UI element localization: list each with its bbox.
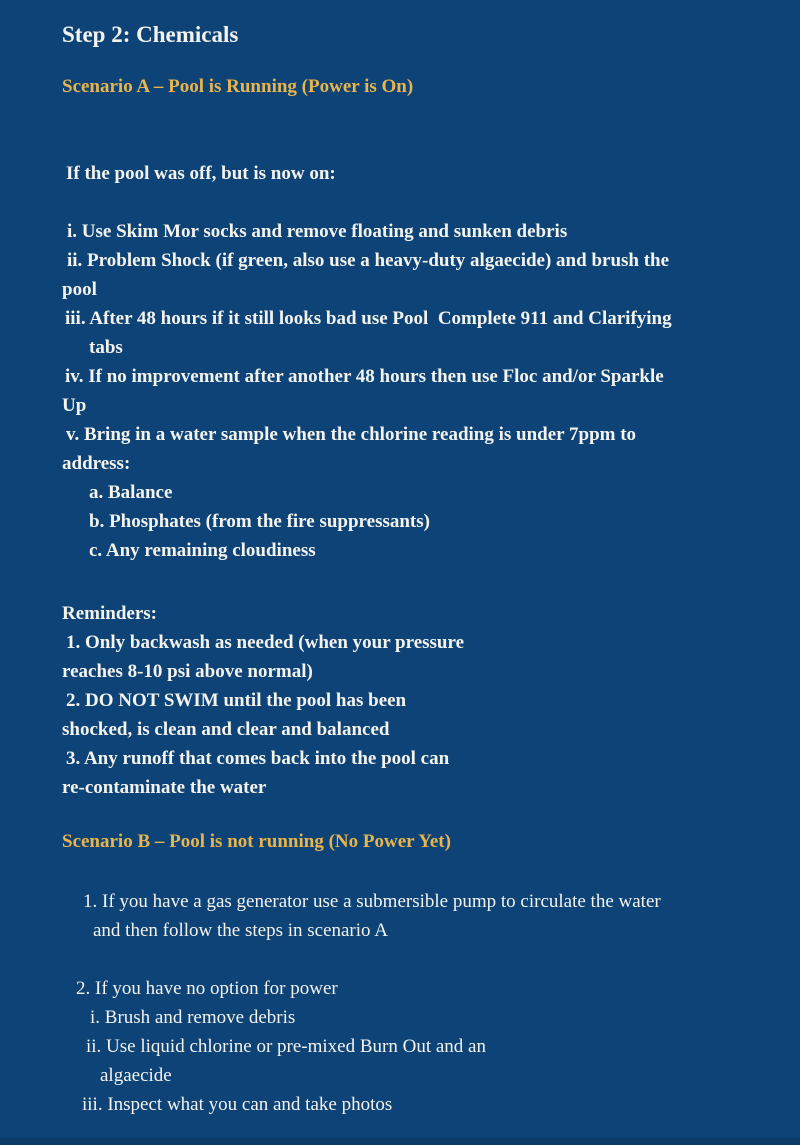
scenario-a-step-line: iii. After 48 hours if it still looks bad use Pool Complete 911 and Clarifying bbox=[65, 308, 672, 329]
scenario-b-item-2 bbox=[62, 974, 760, 1119]
scenario-b-item-line: i. Brush and remove debris bbox=[90, 1007, 296, 1028]
scenario-a-step-line: tabs bbox=[89, 337, 123, 358]
scenario-a-step-line: a. Balance bbox=[89, 482, 173, 503]
scenario-b-item-1 bbox=[62, 887, 760, 945]
reminder-line: reaches 8-10 psi above normal) bbox=[62, 661, 313, 682]
scenario-b-item-line: iii. Inspect what you can and take photos bbox=[82, 1094, 393, 1115]
scenario-a-step-line: c. Any remaining cloudiness bbox=[89, 540, 316, 561]
scenario-a-steps bbox=[62, 217, 760, 565]
reminder-line: 2. DO NOT SWIM until the pool has been bbox=[66, 690, 407, 711]
reminder-line: re-contaminate the water bbox=[62, 777, 267, 798]
bottom-strip bbox=[0, 1138, 800, 1145]
scenario-a-step-line: b. Phosphates (from the fire suppressants) bbox=[89, 511, 430, 532]
scenario-a-step-line: ii. Problem Shock (if green, also use a heavy-duty algaecide) and brush the bbox=[67, 250, 670, 271]
scenario-b-item-line: ii. Use liquid chlorine or pre-mixed Burn Out and an bbox=[86, 1036, 486, 1057]
scenario-a-intro: If the pool was off, but is now on: bbox=[66, 163, 336, 184]
reminder-line: shocked, is clean and clear and balanced bbox=[62, 719, 390, 740]
scenario-b-item-line: 2. If you have no option for power bbox=[76, 978, 338, 999]
scenario-a-step-line: iv. If no improvement after another 48 hours then use Floc and/or Sparkle bbox=[65, 366, 664, 387]
scenario-a-heading: Scenario A – Pool is Running (Power is On) bbox=[62, 76, 414, 97]
reminders-label: Reminders: bbox=[62, 603, 157, 624]
reminder-line: 3. Any runoff that comes back into the pool can bbox=[66, 748, 450, 769]
scenario-a-step-line: v. Bring in a water sample when the chlorine reading is under 7ppm to bbox=[66, 424, 637, 445]
scenario-a-step-line: address: bbox=[62, 453, 131, 474]
page-title: Step 2: Chemicals bbox=[62, 22, 239, 47]
scenario-b-item-line: algaecide bbox=[100, 1065, 172, 1086]
reminder-line: 1. Only backwash as needed (when your pressure bbox=[66, 632, 465, 653]
scenario-b-heading: Scenario B – Pool is not running (No Power Yet) bbox=[62, 831, 451, 852]
scenario-b-item-line: and then follow the steps in scenario A bbox=[93, 920, 388, 941]
scenario-a-step-line: i. Use Skim Mor socks and remove floating and sunken debris bbox=[67, 221, 568, 242]
scenario-b-item-line: 1. If you have a gas generator use a submersible pump to circulate the water bbox=[83, 891, 661, 912]
reminders-list bbox=[62, 628, 760, 802]
scenario-a-step-line: Up bbox=[62, 395, 87, 416]
scenario-a-step-line: pool bbox=[62, 279, 97, 300]
